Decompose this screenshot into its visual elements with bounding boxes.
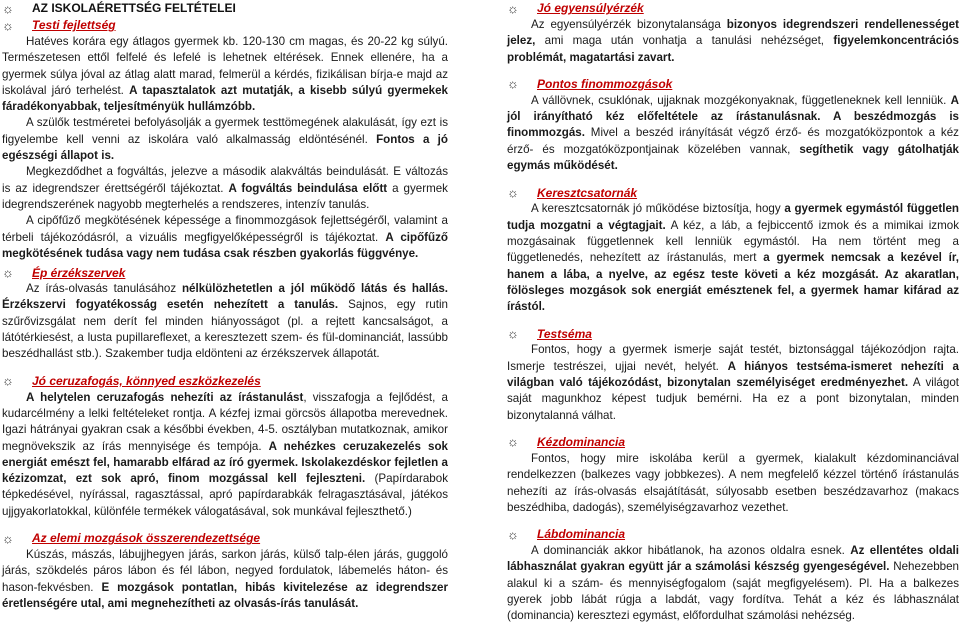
bold-text: Fontos a jó egészségi állapot is. xyxy=(2,132,448,163)
text: A dominanciák akkor hibátlanok, ha azonos oldalra esnek. xyxy=(531,544,845,558)
bold-text: A cipőfűző megkötésének tudása vagy nem tudása csak részben gyakorlás függvénye. xyxy=(2,230,448,260)
paragraph xyxy=(507,342,959,423)
text: Fontos, hogy a gyermek ismerje saját testét, biztonsággal tájékozódjon rajta. Ismerje testrészei, ujjai nevét, helyét. xyxy=(507,343,959,373)
sun-icon: ☼ xyxy=(2,0,14,16)
sun-icon: ☼ xyxy=(2,530,14,546)
text: Az írás-olvasás tanulásához xyxy=(26,282,177,296)
paragraph xyxy=(2,390,448,520)
text: A cipőfűző megkötésének képessége a finommozgások fejlettségéről, valamint a térbeli tájékozódásról, a vizuális megfigyelőképességről is tájékoztat. xyxy=(2,214,448,244)
text: (Papírdarabok tépkedésével, nyírással, ragasztással, apró papírdarabkák felragasztásával, játékos ujjgyakorlatokkal, különféle termékek válogatásával, sok munkával fejleszthető.) xyxy=(2,472,448,518)
bold-text: Az ellentétes oldali lábhasználat gyakran együtt jár a számolási készség gyengeségével. xyxy=(507,544,959,574)
bold-text: nélkülözhetetlen a jól működő látás és hallás. Érzékszervi fogyatékosság esetén nehezített a tanulás. xyxy=(2,282,448,312)
page-title: AZ ISKOLAÉRETTSÉG FELTÉTELEI xyxy=(32,1,236,16)
bold-text: A hiányos testséma-ismeret nehezíti a világban való tájékozódást, bizonytalan személyiséget eredményezhet. xyxy=(507,359,959,390)
section-heading-row xyxy=(2,17,448,34)
text: A keresztcsatornák jó működése biztosítja, hogy xyxy=(531,202,781,216)
bold-text: A fogváltás beindulása előtt xyxy=(228,181,388,195)
section-heading-finommozgasok: Pontos finommozgások xyxy=(537,77,673,92)
bold-text: A jól irányítható kéz előfeltétele az írástanulásnak. A beszédmozgás is finommozgás. xyxy=(507,93,959,140)
text: Megkezdődhet a fogváltás, jelezve a második alakváltás beindulását. E változás is az idegrendszer érettségéről tájékoztat. xyxy=(2,165,448,195)
sun-icon: ☼ xyxy=(507,0,519,16)
sun-icon: ☼ xyxy=(507,434,519,450)
bold-text: A tapasztalatok azt mutatják, a kisebb súlyú gyermekek fáradékonyabbak, teljesítményük hullámzóbb. xyxy=(2,83,448,114)
section-heading-row xyxy=(507,184,959,201)
text: Nehezebben alakul ki a szám- és mennyiségfogalom (saját megfigyelésem). Pl. Ha a balkezes gyerek jobb lábát rúgja a labdát, vagy fordítva. Tehát a kéz és lábhasználat (dominancia) keresztezi egymást, előfordulhat számolási nehézség. xyxy=(507,560,959,623)
right-column xyxy=(507,0,959,625)
section-heading-row xyxy=(2,530,448,547)
text: A világot saját magunkhoz képest tudjuk bemérni. Ha ez a pont bizonytalan, minden bizonytalanná válhat. xyxy=(507,376,960,422)
text: , visszafogja a fejlődést, a kudarcélmény a lelki feltételeket rontja. A kézfej izmai görcsös állapotba merevednek. Igazi hátrányai gyakran csak a későbbi években, 4-5. osztályban mutatkoznak, amikor megnövekszik az írás mennyisége és tempója. xyxy=(2,390,448,453)
section-heading-kezdominancia: Kézdominancia xyxy=(537,435,626,450)
text: a gyermek idegrendszerének nagyobb megterhelés a rendszeres, intenzív tanulás. xyxy=(2,181,448,211)
sun-icon: ☼ xyxy=(507,325,519,341)
paragraph xyxy=(507,201,959,315)
text: A szülők testméretei befolyásolják a gyermek testtömegének alakulását, így ezt is figyelembe kell venni az iskolára való alkalmasság eldöntésénél. xyxy=(2,116,448,146)
text: Hatéves korára egy átlagos gyermek kb. 120-130 cm magas, és 20-22 kg súlyú. Természetesen ettől felfelé és lefelé is lehetnek eltérések. Ennek ellenére, ha a gyermek súlya jóval az átlag alatt marad, felmerül a kérdés, fizikálisan bírja-e majd az iskolával járó terhelést. xyxy=(2,35,448,97)
left-column xyxy=(2,0,448,612)
section-heading-ceruzafogas: Jó ceruzafogás, könnyed eszközkezelés xyxy=(32,373,261,388)
sun-icon: ☼ xyxy=(507,184,519,200)
text: Sajnos, egy rutin szűrővizsgálat nem derít fel minden hiányosságot (pl. a rejtett kancsalságot, a látótérkiesést, a lusta pupillareflexet, a keresztezett szem- és fül-dominanciát, lassúbb beszédhallást stb.). Szakember tudja eldönteni az érzékszervek állapotát. xyxy=(2,298,449,361)
paragraph xyxy=(2,281,448,362)
sun-icon: ☼ xyxy=(507,526,519,542)
text: A kéz, a láb, a fejbiccentő izmok és a mimikai izmok mozgásainak függetlennek kell lenniük egymástól. Ha nem történt meg a függetlenedés, nehezített az írástanulás, mert xyxy=(507,218,959,265)
text: Mivel a beszéd irányítását végző érző- és mozgatóközpontok a kéz érző- és mozgatóközpontjainak közelében vannak, xyxy=(507,126,959,156)
section-heading-egyensulyerzek: Jó egyensúlyérzék xyxy=(537,1,644,16)
section-heading-row xyxy=(2,373,448,390)
text: A vállövnek, csuklónak, ujjaknak mozgékonyaknak, függetleneknek kell lenniük. xyxy=(531,93,947,107)
paragraph xyxy=(2,547,448,612)
paragraph xyxy=(507,543,959,624)
sun-icon: ☼ xyxy=(2,264,14,280)
section-heading-row xyxy=(507,434,959,451)
paragraph xyxy=(2,34,448,115)
section-heading-row xyxy=(507,526,959,543)
text: Az egyensúlyérzék bizonytalansága xyxy=(531,18,721,31)
sun-icon: ☼ xyxy=(507,76,519,92)
bold-text: bizonyos idegrendszeri rendellenességet jelez, xyxy=(507,18,959,48)
bold-text: A helytelen ceruzafogás nehezíti az írástanulást xyxy=(26,390,304,404)
bold-text: a gyermek egymástól független tudja mozgatni a végtagjait. xyxy=(507,202,959,232)
bold-text: a gyermek nemcsak a kezével ír, hanem a lába, a nyelve, az egész teste követi a kéz mozgását. Az akaratlan, fölösleges mozgások sok energiát emésztenek fel, a gyermek hamar kifárad az írástól. xyxy=(507,251,959,314)
section-heading-row xyxy=(507,0,959,17)
text: Kúszás, mászás, lábujjhegyen járás, sarkon járás, külső talp-élen járás, guggoló járás, szökdelés páros lábon és fél lábon, negyed fordulatok, lábemelés háton- és hason-fekvésben. xyxy=(2,548,448,594)
section-heading-ep-erzekszervek: Ép érzékszervek xyxy=(32,265,126,280)
section-heading-elemi-mozgasok: Az elemi mozgások összerendezettsége xyxy=(32,531,261,546)
section-heading-keresztcsatornak: Keresztcsatornák xyxy=(537,185,638,200)
sun-icon: ☼ xyxy=(2,373,14,389)
section-heading-testsema: Testséma xyxy=(537,326,592,341)
paragraph xyxy=(2,115,448,164)
paragraph xyxy=(507,93,959,174)
paragraph: Fontos, hogy mire iskolába kerül a gyermek, kialakult kézdominanciával rendelkezzen (balkezes vagy jobbkezes). A nem megfelelő kézzel történő írástanulás nehezíti az írás-olvasás elsajátítását, súlyosabb esetben beszédzavarhoz (makacs beszédhiba, dadogás), személyiségzavarhoz vezethet. xyxy=(507,451,959,514)
sun-icon: ☼ xyxy=(2,17,14,33)
bold-text: E mozgások pontatlan, hibás kivitelezése az idegrendszer éretlenségére utal, ami megnehezítheti az olvasás-írás tanulását. xyxy=(2,580,448,610)
page-title-row xyxy=(2,0,448,17)
bold-text: figyelemkoncentrációs problémát, magatartási zavart. xyxy=(507,34,959,64)
section-heading-testi-fejlettseg: Testi fejlettség xyxy=(32,18,116,33)
section-heading-row xyxy=(2,264,448,281)
section-heading-labdominancia: Lábdominancia xyxy=(537,527,626,542)
paragraph xyxy=(507,17,959,66)
section-heading-row xyxy=(507,76,959,93)
paragraph xyxy=(2,164,448,213)
bold-text: segíthetik vagy gátolhatják egymás működését. xyxy=(507,142,959,173)
text: ami maga után vonhatja a tanulási nehézséget, xyxy=(544,34,825,48)
bold-text: A nehézkes ceruzakezelés sok energiát emészt fel, hamarabb elfárad az író gyermek. Iskolakezdéskor fejletlen a kézizomzat, ezt sok apró, finom mozgással kell fejleszteni. xyxy=(2,439,448,486)
paragraph xyxy=(2,213,448,262)
section-heading-row xyxy=(507,325,959,342)
